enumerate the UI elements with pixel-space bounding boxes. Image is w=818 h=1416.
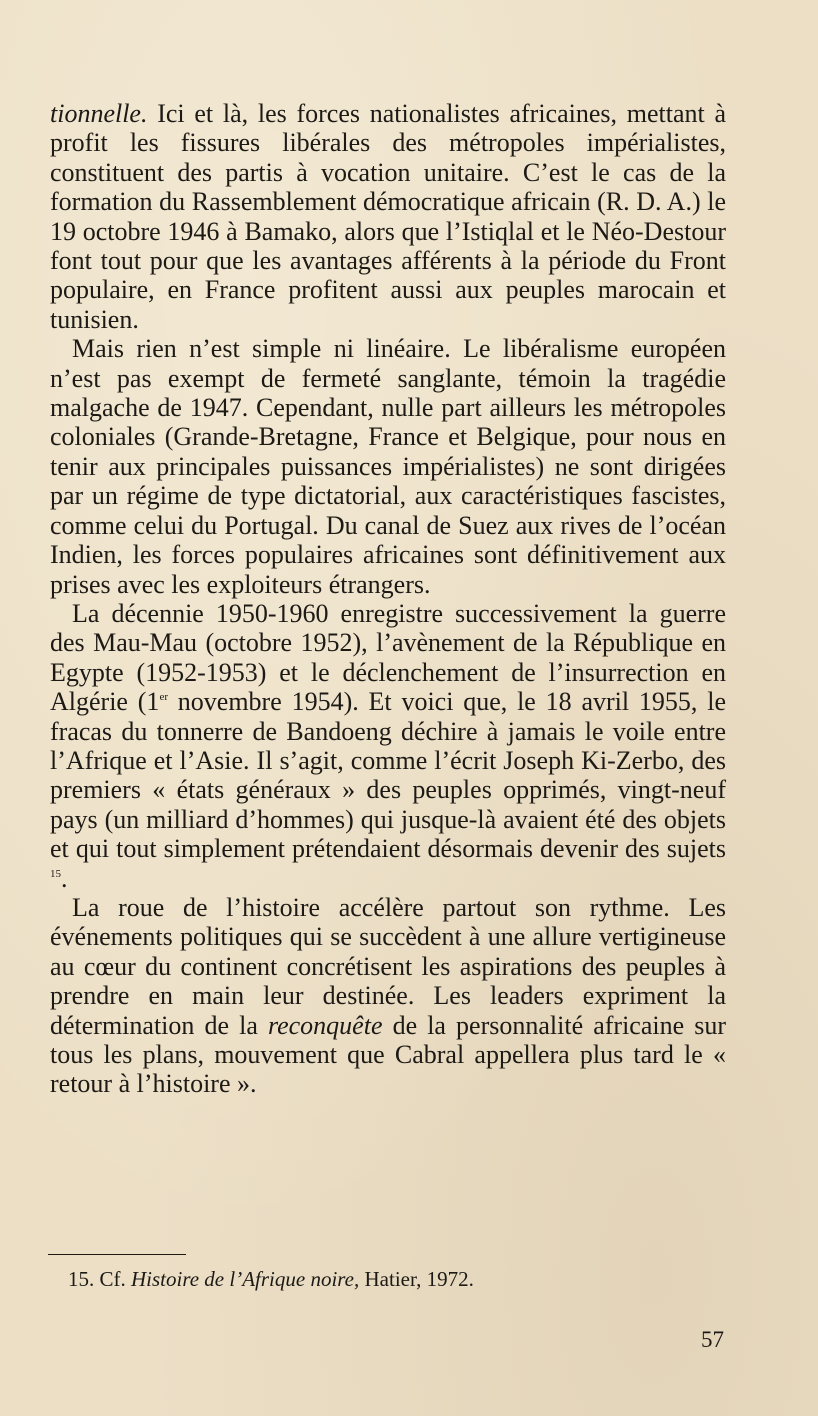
footnote-book-title: Histoire de l’Afrique noire, (131, 1267, 360, 1291)
footnote-publisher: Hatier, 1972. (364, 1267, 474, 1291)
text-run: de la personnalité africaine sur tous les plans, mouvement que Cabral appellera plus tard le « retour à l’histoire ». (50, 1010, 726, 1099)
text-run: La décennie 1950-1960 enregistre successivement la guerre des Mau-Mau (octobre 1952), l’avènement de la République en Egypte (1952-1953) et le déclenchement de l’insurrection en Algérie (1 (50, 598, 726, 717)
paragraph (50, 599, 726, 893)
footnote-15 (68, 1266, 474, 1292)
text-run: . (61, 863, 68, 893)
superscript: 15 (50, 867, 61, 880)
text-run: Ici et là, les forces nationalistes africaines, mettant à profit les fissures libérales des métropoles impérialistes, constituent des partis à vocation unitaire. C’est le cas de la formation du Rassemblement démocratique africain (R. D. A.) le 19 octobre 1946 à Bamako, alors que l’Istiqlal et le Néo-Destour font tout pour que les avantages afférents à la période du Front populaire, en France profitent aussi aux peuples marocain et tunisien. (50, 99, 726, 334)
paragraph (50, 893, 726, 1099)
footnote-divider (48, 1254, 186, 1255)
text-run: La roue de l’histoire accélère partout son rythme. Les événements politiques qui se succèdent à une allure vertigineuse au cœur du continent concrétisent les aspirations des peuples à prendre en main leur destinée. Les leaders expriment la détermination de la (50, 892, 726, 1040)
text-run: Mais rien n’est simple ni linéaire. Le libéralisme européen n’est pas exempt de fermeté sanglante, témoin la tragédie malgache de 1947. Cependant, nulle part ailleurs les métropoles coloniales (Grande-Bretagne, France et Belgique, pour nous en tenir aux principales puissances impérialistes) ne sont dirigées par un régime de type dictatorial, aux caractéristiques fascistes, comme celui du Portugal. Du canal de Suez aux rives de l’océan Indien, les forces populaires africaines sont définitivement aux prises avec les exploiteurs étrangers. (50, 334, 726, 599)
italic-text: tionnelle. (50, 99, 148, 128)
page-number: 57 (701, 1327, 724, 1352)
paragraph (50, 99, 726, 334)
italic-text: reconquête (267, 1010, 383, 1040)
superscript: er (159, 691, 168, 704)
body-text (50, 99, 726, 1099)
footnote-number: 15. Cf. (68, 1267, 126, 1291)
text-run: novembre 1954). Et voici que, le 18 avril 1955, le fracas du tonnerre de Bandoeng déchire à jamais le voile entre l’Afrique et l’Asie. Il s’agit, comme l’écrit Joseph Ki-Zerbo, des premiers « états généraux » des peuples opprimés, vingt-neuf pays (un milliard d’hommes) qui jusque-là avaient été des objets et qui tout simplement prétendaient désormais devenir des sujets (50, 687, 726, 864)
paragraph (50, 334, 726, 599)
